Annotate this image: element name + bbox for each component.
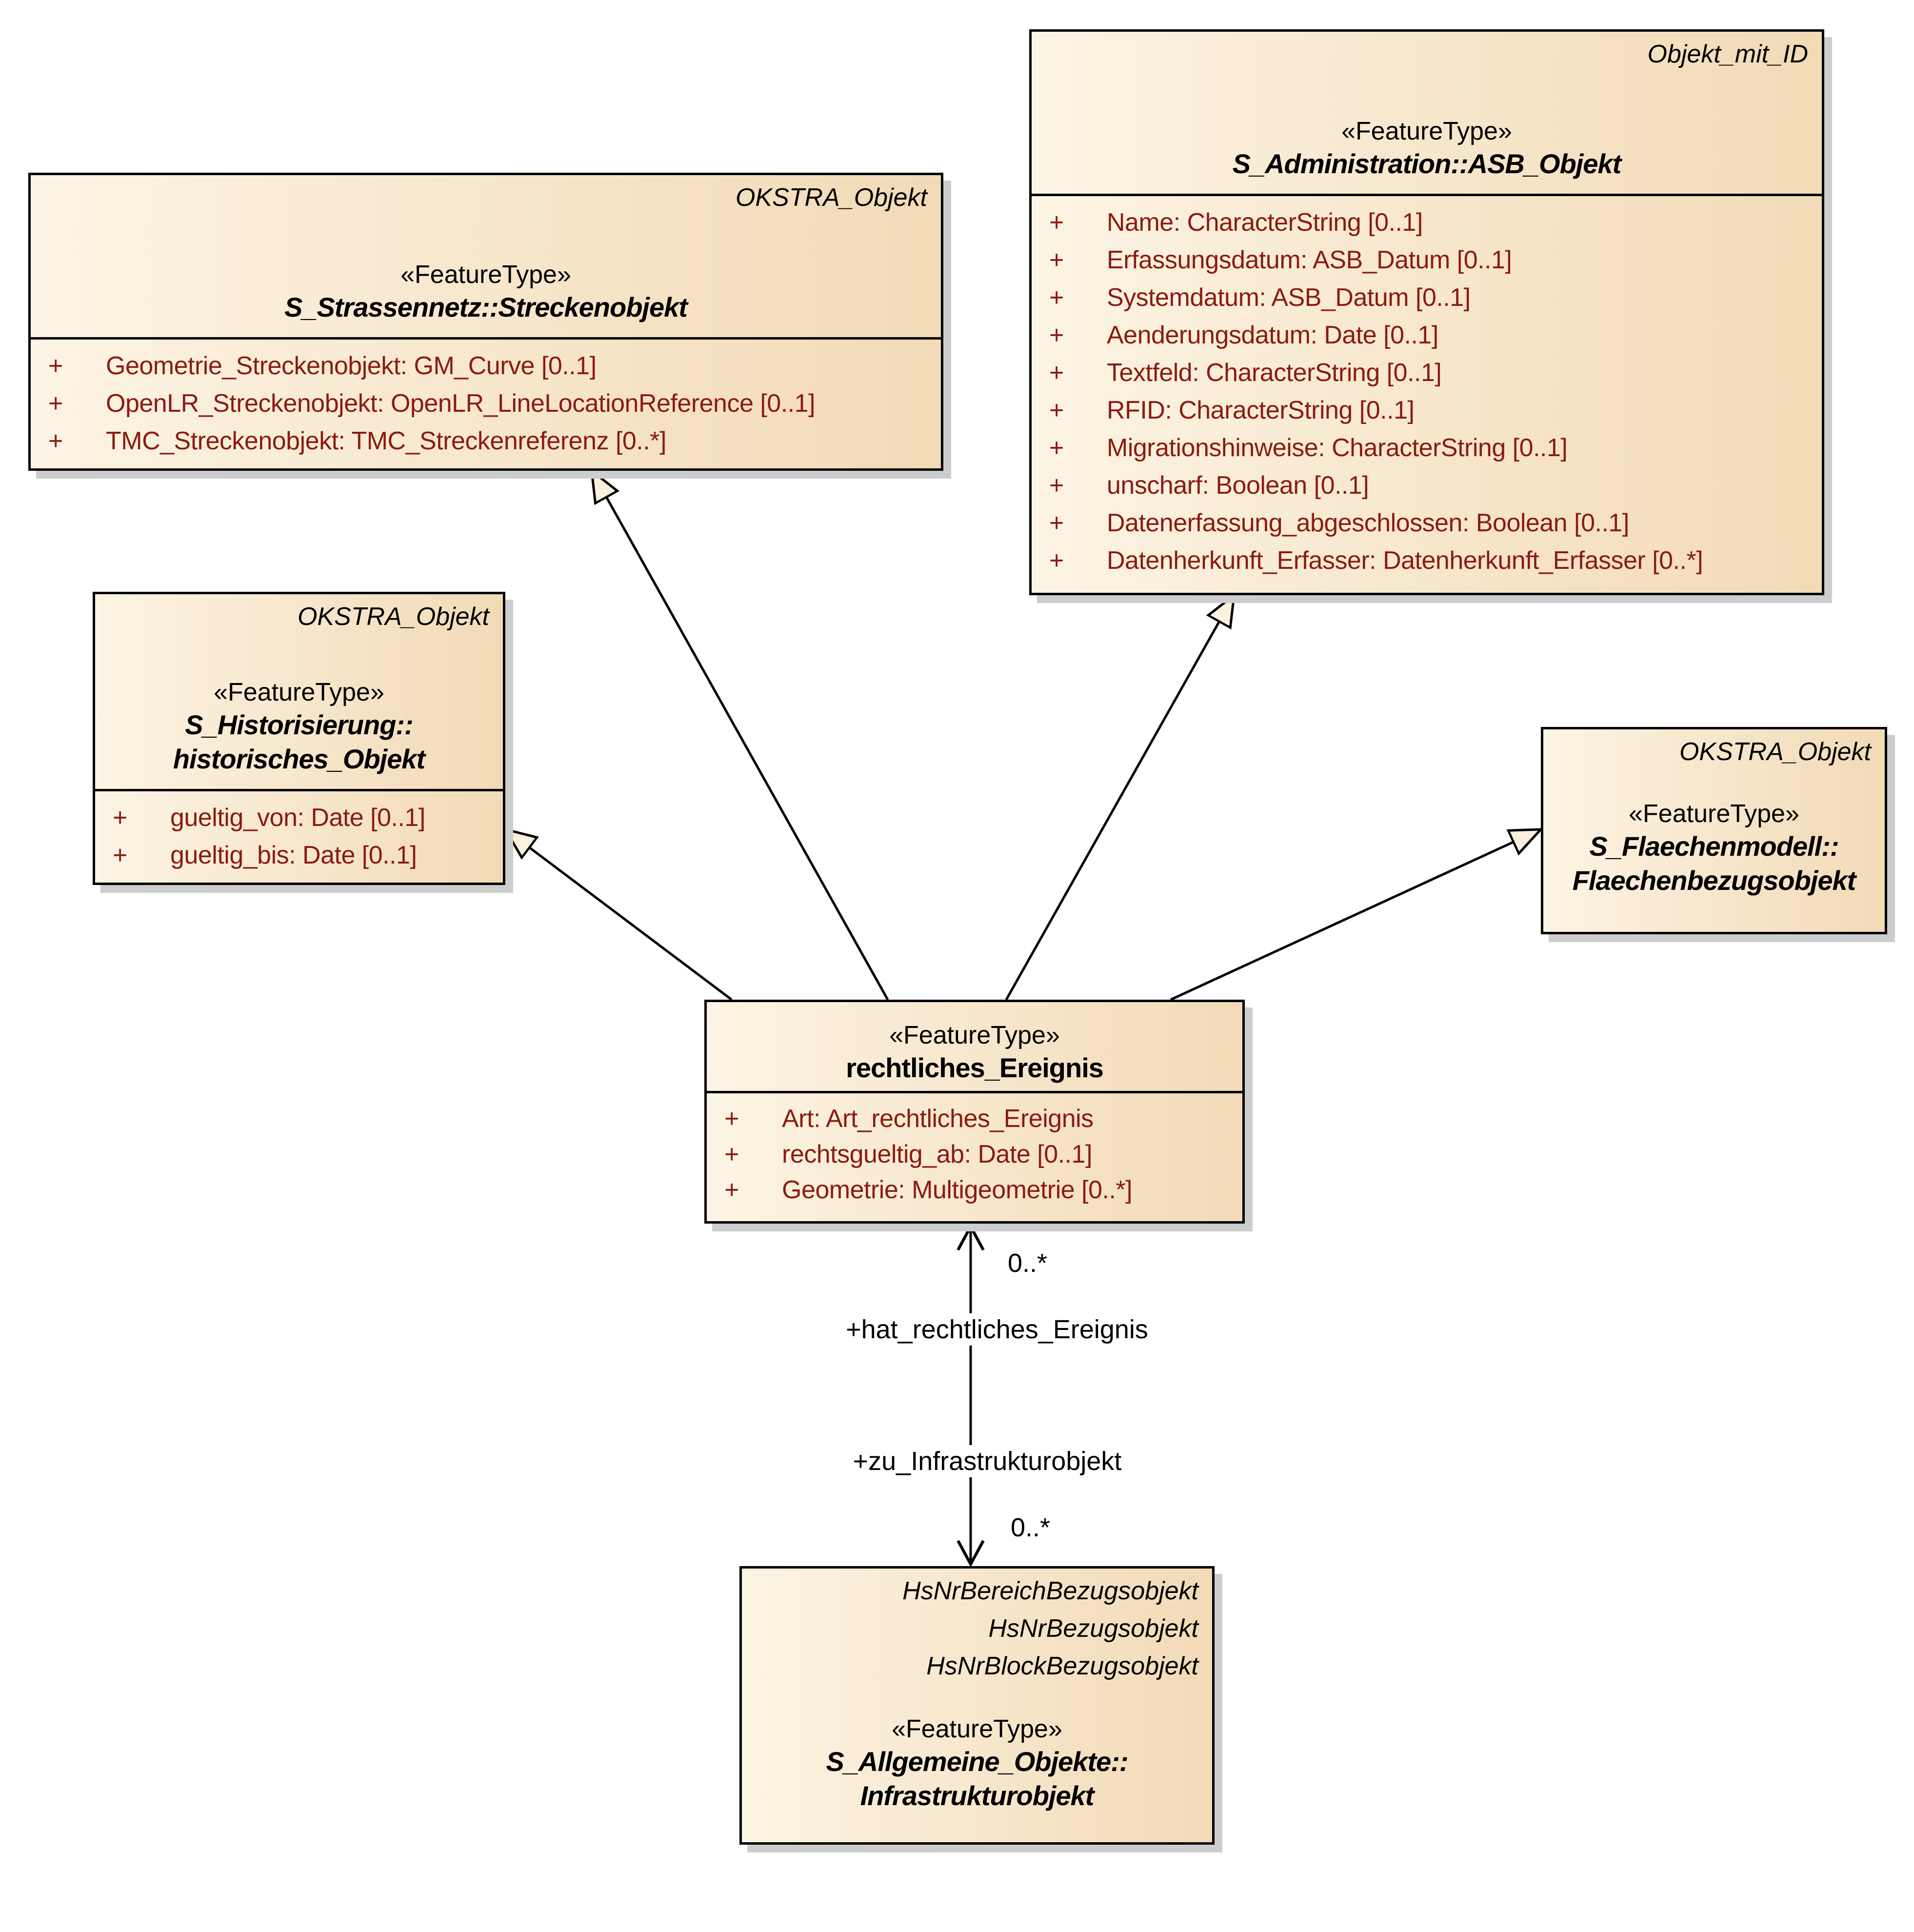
attribute bbox=[1032, 504, 1822, 542]
visibility-plus: + bbox=[48, 427, 63, 455]
class-header bbox=[742, 1569, 1212, 1842]
visibility-plus: + bbox=[1049, 509, 1064, 537]
attribute bbox=[1032, 317, 1822, 354]
attribute-text: Name: CharacterString [0..1] bbox=[1107, 208, 1423, 237]
attribute-text: Art: Art_rechtliches_Ereignis bbox=[782, 1105, 1094, 1133]
attribute-text: Migrationshinweise: CharacterString [0..1] bbox=[1107, 434, 1568, 462]
generalization-to-flaechenbezugsobjekt bbox=[1171, 829, 1541, 1000]
visibility-plus: + bbox=[1049, 359, 1064, 387]
attribute-text: gueltig_bis: Date [0..1] bbox=[170, 841, 417, 869]
attribute bbox=[707, 1137, 1242, 1172]
stereotype: «FeatureType» bbox=[1629, 800, 1799, 828]
class-infrastrukturobjekt bbox=[739, 1566, 1215, 1845]
attribute bbox=[1032, 392, 1822, 429]
class-name: S_Strassennetz::Streckenobjekt bbox=[284, 292, 687, 322]
attribute bbox=[31, 347, 941, 385]
attribute bbox=[1032, 542, 1822, 580]
visibility-plus: + bbox=[1049, 471, 1064, 500]
class-asb-objekt bbox=[1029, 29, 1824, 595]
visibility-plus: + bbox=[724, 1105, 739, 1133]
attribute-text: Geometrie: Multigeometrie [0..*] bbox=[782, 1176, 1133, 1204]
class-name: S_Historisierung:: bbox=[185, 709, 413, 740]
class-header bbox=[1543, 729, 1885, 932]
corner-label: OKSTRA_Objekt bbox=[297, 603, 489, 631]
class-header bbox=[1032, 32, 1822, 194]
attribute bbox=[1032, 354, 1822, 392]
stereotype: «FeatureType» bbox=[1341, 117, 1512, 145]
role-zu-infrastrukturobjekt: +zu_Infrastrukturobjekt bbox=[771, 1445, 1204, 1477]
corner-label: HsNrBereichBezugsobjekt bbox=[902, 1577, 1198, 1605]
spacer bbox=[742, 1685, 1212, 1713]
stereotype: «FeatureType» bbox=[400, 261, 571, 289]
attribute-text: Textfeld: CharacterString [0..1] bbox=[1107, 359, 1442, 387]
class-name: S_Flaechenmodell:: bbox=[1589, 831, 1839, 862]
attribute-compartment bbox=[1032, 194, 1822, 580]
class-rechtliches-ereignis bbox=[704, 1000, 1245, 1224]
attribute-text: rechtsgueltig_ab: Date [0..1] bbox=[782, 1140, 1092, 1168]
attribute-compartment bbox=[95, 789, 503, 874]
class-historisches-objekt bbox=[93, 592, 505, 885]
attribute-text: Aenderungsdatum: Date [0..1] bbox=[1107, 321, 1438, 349]
class-header bbox=[95, 594, 503, 789]
attribute-text: TMC_Streckenobjekt: TMC_Streckenreferenz [0..*] bbox=[106, 427, 666, 455]
attribute-text: unscharf: Boolean [0..1] bbox=[1107, 471, 1369, 500]
attribute bbox=[1032, 279, 1822, 317]
attribute-compartment bbox=[707, 1091, 1242, 1208]
attribute bbox=[95, 837, 503, 874]
attribute bbox=[1032, 429, 1822, 467]
stereotype: «FeatureType» bbox=[892, 1715, 1062, 1743]
attribute-compartment bbox=[31, 337, 941, 460]
multiplicity-upper: 0..* bbox=[1001, 1247, 1054, 1279]
stereotype: «FeatureType» bbox=[889, 1021, 1060, 1049]
attribute-text: OpenLR_Streckenobjekt: OpenLR_LineLocationReference [0..1] bbox=[106, 389, 815, 418]
spacer bbox=[95, 636, 503, 677]
multiplicity-lower: 0..* bbox=[1004, 1511, 1057, 1544]
class-name: Flaechenbezugsobjekt bbox=[1572, 865, 1856, 896]
attribute bbox=[95, 799, 503, 837]
attribute-text: Geometrie_Streckenobjekt: GM_Curve [0..1] bbox=[106, 352, 597, 380]
class-name: rechtliches_Ereignis bbox=[846, 1052, 1103, 1083]
visibility-plus: + bbox=[724, 1140, 739, 1168]
attribute bbox=[31, 385, 941, 423]
stereotype: «FeatureType» bbox=[214, 678, 384, 706]
attribute-text: RFID: CharacterString [0..1] bbox=[1107, 396, 1415, 424]
class-streckenobjekt bbox=[28, 173, 943, 471]
generalization-to-historisches-objekt bbox=[505, 829, 732, 1000]
attribute bbox=[707, 1101, 1242, 1137]
visibility-plus: + bbox=[1049, 246, 1064, 274]
attribute bbox=[1032, 204, 1822, 242]
class-header bbox=[707, 1002, 1242, 1091]
attribute-text: gueltig_von: Date [0..1] bbox=[170, 804, 425, 832]
visibility-plus: + bbox=[1049, 283, 1064, 312]
class-name: Infrastrukturobjekt bbox=[860, 1780, 1094, 1811]
spacer bbox=[1032, 73, 1822, 116]
class-flaechenbezugsobjekt bbox=[1541, 727, 1887, 934]
corner-label: OKSTRA_Objekt bbox=[1679, 738, 1871, 766]
generalization-to-streckenobjekt bbox=[592, 471, 888, 1000]
corner-label: OKSTRA_Objekt bbox=[735, 183, 927, 212]
attribute-text: Erfassungsdatum: ASB_Datum [0..1] bbox=[1107, 246, 1512, 274]
visibility-plus: + bbox=[724, 1176, 739, 1204]
corner-label: HsNrBlockBezugsobjekt bbox=[926, 1652, 1198, 1680]
visibility-plus: + bbox=[113, 841, 127, 869]
visibility-plus: + bbox=[48, 352, 63, 380]
attribute-text: Datenerfassung_abgeschlossen: Boolean [0..1] bbox=[1107, 509, 1629, 537]
class-name: S_Administration::ASB_Objekt bbox=[1232, 148, 1621, 179]
corner-label: HsNrBezugsobjekt bbox=[988, 1614, 1198, 1643]
attribute bbox=[707, 1172, 1242, 1208]
visibility-plus: + bbox=[1049, 321, 1064, 349]
attribute-text: Datenherkunft_Erfasser: Datenherkunft_Erfasser [0..*] bbox=[1107, 546, 1703, 575]
generalization-to-asb-objekt bbox=[1006, 595, 1234, 1000]
attribute-text: Systemdatum: ASB_Datum [0..1] bbox=[1107, 283, 1471, 312]
class-header bbox=[31, 175, 941, 337]
attribute bbox=[31, 423, 941, 460]
class-name: S_Allgemeine_Objekte:: bbox=[826, 1746, 1128, 1777]
visibility-plus: + bbox=[1049, 208, 1064, 237]
visibility-plus: + bbox=[1049, 546, 1064, 575]
spacer bbox=[1543, 771, 1885, 798]
visibility-plus: + bbox=[48, 389, 63, 418]
attribute bbox=[1032, 467, 1822, 504]
visibility-plus: + bbox=[1049, 396, 1064, 424]
attribute bbox=[1032, 242, 1822, 279]
role-hat-rechtliches-ereignis: +hat_rechtliches_Ereignis bbox=[780, 1313, 1214, 1346]
spacer bbox=[707, 1002, 1242, 1020]
class-name: historisches_Objekt bbox=[173, 744, 425, 774]
visibility-plus: + bbox=[1049, 434, 1064, 462]
visibility-plus: + bbox=[113, 804, 127, 832]
spacer bbox=[31, 217, 941, 259]
corner-label: Objekt_mit_ID bbox=[1647, 40, 1808, 68]
